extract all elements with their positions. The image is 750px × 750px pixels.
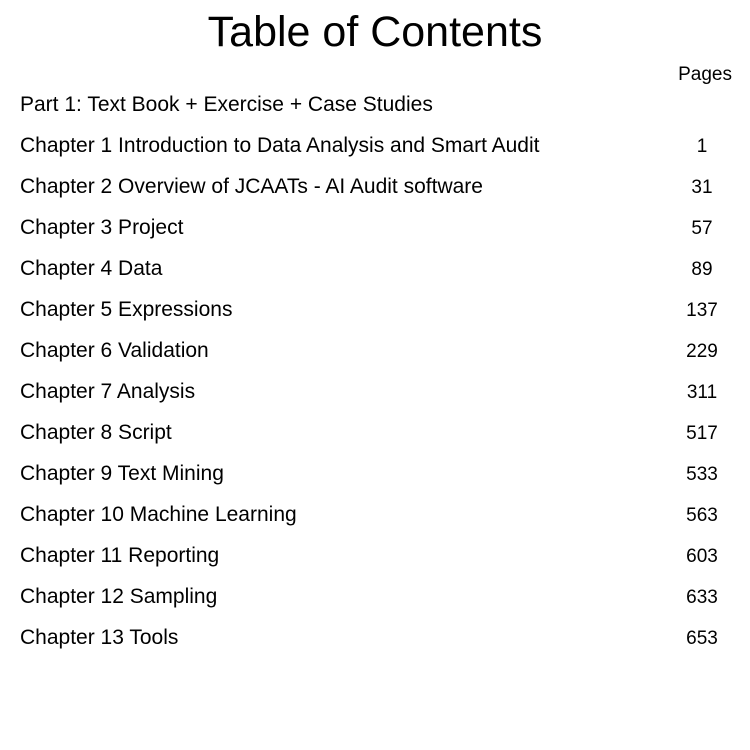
toc-entry-page: 533 bbox=[686, 464, 718, 485]
toc-entry bbox=[20, 502, 750, 543]
toc-entry-title: Chapter 6 Validation bbox=[20, 339, 209, 362]
toc-entry bbox=[20, 543, 750, 584]
toc-entry-page: 57 bbox=[691, 218, 713, 239]
toc-entry-page: 653 bbox=[686, 628, 718, 649]
toc-entry-title: Chapter 3 Project bbox=[20, 216, 184, 239]
toc-entry bbox=[20, 174, 750, 215]
toc-entry-page: 89 bbox=[691, 259, 713, 280]
toc-entry-title: Chapter 2 Overview of JCAATs - AI Audit software bbox=[20, 175, 483, 198]
toc-entry bbox=[20, 625, 750, 666]
toc-entry-title: Chapter 11 Reporting bbox=[20, 544, 220, 567]
toc-entry bbox=[20, 420, 750, 461]
toc-entry-title: Chapter 13 Tools bbox=[20, 626, 179, 649]
part-heading: Part 1: Text Book + Exercise + Case Studies bbox=[20, 93, 433, 116]
toc-entry-title: Chapter 7 Analysis bbox=[20, 380, 196, 403]
toc-entry-title: Chapter 5 Expressions bbox=[20, 298, 233, 321]
toc-entry-title: Chapter 1 Introduction to Data Analysis and Smart Audit bbox=[20, 134, 540, 157]
toc-entry-title: Chapter 4 Data bbox=[20, 257, 163, 280]
toc-entry-page: 311 bbox=[686, 382, 718, 403]
toc-entry-title: Chapter 10 Machine Learning bbox=[20, 503, 297, 526]
toc-entry-page: 633 bbox=[686, 587, 718, 608]
pages-column-header: Pages bbox=[678, 64, 732, 85]
toc-entry-title: Chapter 12 Sampling bbox=[20, 585, 218, 608]
toc-entry bbox=[20, 584, 750, 625]
toc-entry bbox=[20, 461, 750, 502]
toc-entry bbox=[20, 379, 750, 420]
toc-entry-page: 563 bbox=[686, 505, 718, 526]
toc-entry-title: Chapter 9 Text Mining bbox=[20, 462, 224, 485]
toc-entry-page: 31 bbox=[691, 177, 713, 198]
page-title: Table of Contents bbox=[207, 8, 543, 56]
toc-entry-title: Chapter 8 Script bbox=[20, 421, 172, 444]
toc-list bbox=[20, 133, 750, 666]
toc-entry-page: 229 bbox=[686, 341, 718, 362]
toc-entry bbox=[20, 297, 750, 338]
toc-entry-page: 137 bbox=[686, 300, 718, 321]
toc-entry bbox=[20, 215, 750, 256]
toc-entry-page: 1 bbox=[696, 136, 708, 157]
toc-entry bbox=[20, 256, 750, 297]
toc-entry-page: 517 bbox=[686, 423, 718, 444]
toc-entry bbox=[20, 133, 750, 174]
toc-entry-page: 603 bbox=[686, 546, 718, 567]
toc-entry bbox=[20, 338, 750, 379]
